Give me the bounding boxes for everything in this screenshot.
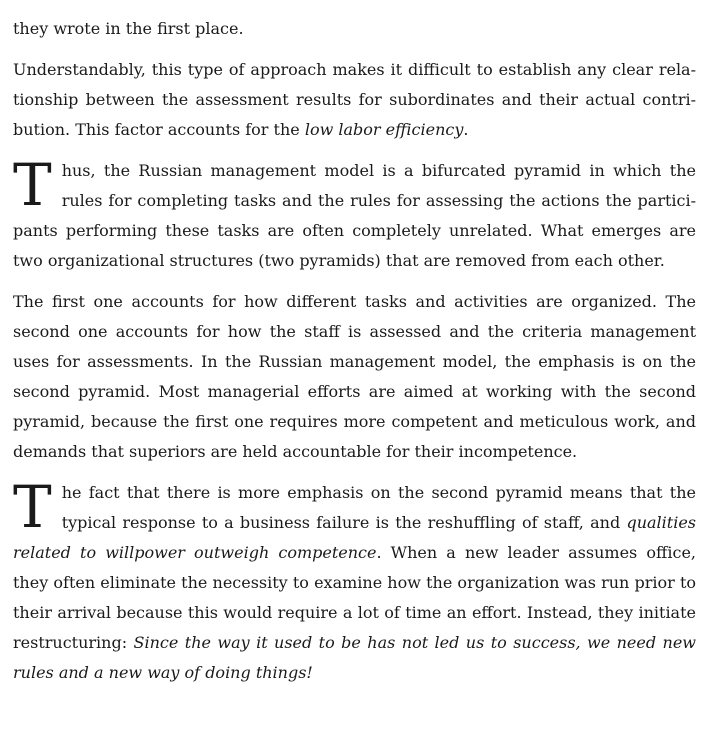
paragraph-continuation bbox=[13, 14, 696, 44]
paragraph-bifurcated-pyramid bbox=[13, 151, 696, 276]
emphasis-text: low labor efficiency bbox=[304, 120, 464, 139]
paragraph-labor-efficiency bbox=[13, 55, 696, 145]
paragraph-second-pyramid bbox=[13, 473, 696, 688]
paragraph-text: they wrote in the first place. bbox=[13, 19, 244, 38]
emphasis-quote: Since the way it used to be has not led us to success, we need new rules and a new way of doing things! bbox=[13, 633, 696, 682]
paragraph-text: hus, the Russian management model is a bifurcated pyramid in which the rules for completing tasks and the rules for assessing the actions the participants performing these tasks are often completely unrelated. What emerges are two organizational structures (two pyramids) that are removed from each other. bbox=[13, 161, 696, 270]
emphasis-text: qualities related to willpower outweigh competence bbox=[13, 513, 696, 562]
drop-cap: T bbox=[13, 151, 52, 219]
paragraph-two-pyramids bbox=[13, 287, 696, 467]
paragraph-text: The first one accounts for how different tasks and activities are organized. The second one accounts for how the staff is assessed and the criteria management uses for assessments. In the Russian management model, the emphasis is on the second pyramid. Most managerial efforts are aimed at working with the second pyramid, because the first one requires more competent and meticulous work, and demands that superiors are held accountable for their incompetence. bbox=[13, 292, 696, 461]
drop-cap: T bbox=[13, 473, 52, 541]
paragraph-text: . When a new leader assumes office, they often eliminate the necessity to examine how the organization was run prior to their arrival because this would require a lot of time an effort. Instead, they initiate restructuring: bbox=[13, 543, 696, 652]
paragraph-text: Understandably, this type of approach makes it difficult to establish any clear relationship between the assessment results for subordinates and their actual contribution. This factor accounts for the bbox=[13, 60, 696, 139]
paragraph-text: . bbox=[463, 120, 469, 139]
paragraph-text: he fact that there is more emphasis on the second pyramid means that the typical response to a business failure is the reshuffling of staff, and bbox=[61, 483, 696, 532]
